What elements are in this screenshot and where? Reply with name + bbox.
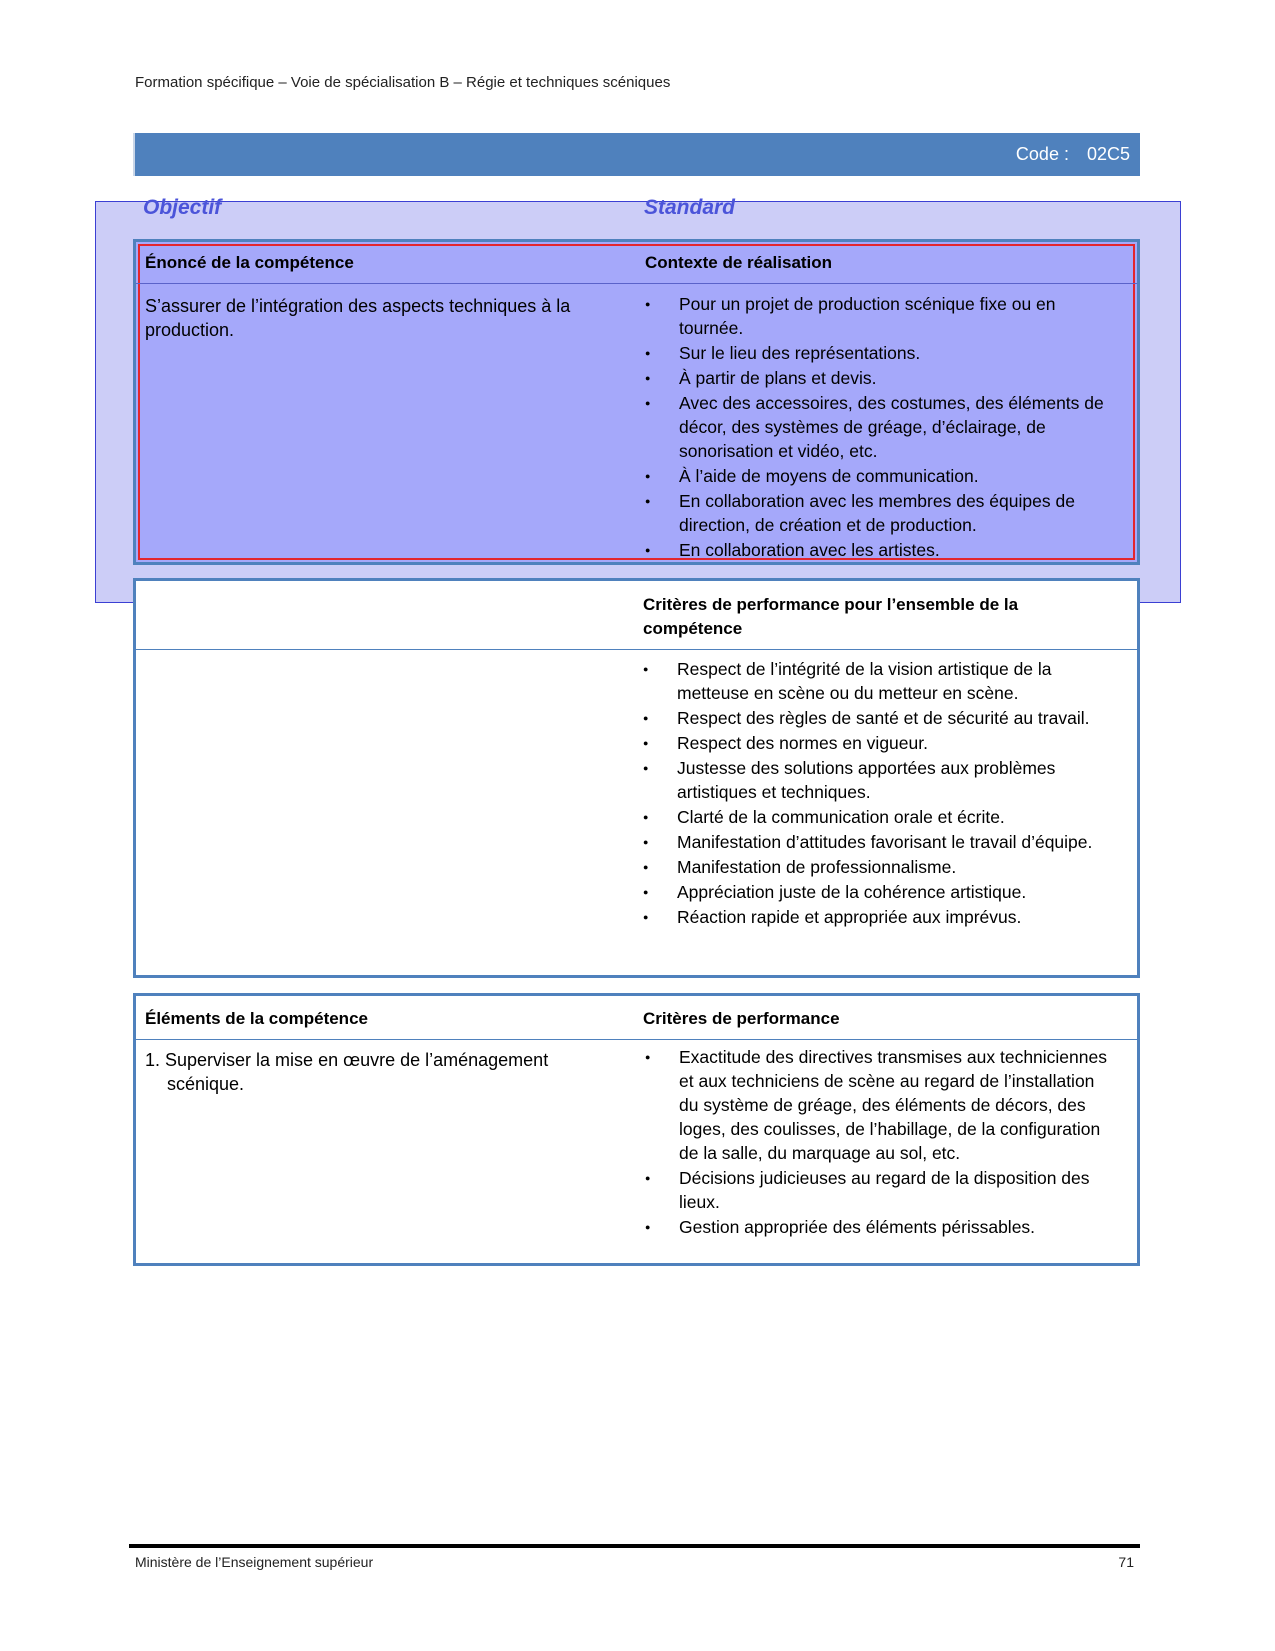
table-body-row <box>136 284 1137 563</box>
code-value: 02C5 <box>1086 144 1130 164</box>
table-header-row <box>136 242 1137 284</box>
page-number: 71 <box>1118 1554 1134 1570</box>
competence-table <box>133 239 1140 565</box>
list-item: ● Manifestation d’attitudes favorisant le travail d’équipe. <box>641 830 1121 854</box>
code-bar <box>133 133 1140 176</box>
list-item: ● Gestion appropriée des éléments périssables. <box>643 1215 1113 1239</box>
list-item: ● En collaboration avec les artistes. <box>643 538 1118 562</box>
list-item: ● À partir de plans et devis. <box>643 366 1118 390</box>
list-item: ● En collaboration avec les membres des équipes de direction, de création et de production. <box>643 489 1118 537</box>
table-body-row <box>136 1040 1137 1264</box>
criteres-heading: Critères de performance <box>643 1009 840 1028</box>
standard-heading: Standard <box>644 196 736 219</box>
list-item: ● Exactitude des directives transmises aux techniciennes et aux techniciens de scène au regard de l’installation du système de gréage, des éléments de décors, des loges, des coulisses, de l’habillage, de la configuration de la salle, du marquage au sol, etc. <box>643 1045 1113 1165</box>
list-item: ● Justesse des solutions apportées aux problèmes artistiques et techniques. <box>641 756 1121 804</box>
table-header-row <box>136 996 1137 1040</box>
contexte-list <box>643 292 1118 563</box>
elements-heading: Éléments de la compétence <box>145 1009 368 1028</box>
list-item: ● Décisions judicieuses au regard de la disposition des lieux. <box>643 1166 1113 1214</box>
list-item: ● Clarté de la communication orale et écrite. <box>641 805 1121 829</box>
list-item: ● Respect des règles de santé et de sécurité au travail. <box>641 706 1121 730</box>
list-item: ● Appréciation juste de la cohérence artistique. <box>641 880 1121 904</box>
list-item: ● Manifestation de professionnalisme. <box>641 855 1121 879</box>
list-item: ● Pour un projet de production scénique fixe ou en tournée. <box>643 292 1118 340</box>
list-item: ● À l’aide de moyens de communication. <box>643 464 1118 488</box>
list-item: ● Sur le lieu des représentations. <box>643 341 1118 365</box>
table-body-row <box>136 650 1137 976</box>
list-item: ● Respect des normes en vigueur. <box>641 731 1121 755</box>
code-label: Code : <box>1015 144 1069 164</box>
table-header-row <box>136 581 1137 650</box>
contexte-heading: Contexte de réalisation <box>645 253 833 272</box>
objectif-heading: Objectif <box>143 196 222 219</box>
footer-ministry: Ministère de l’Enseignement supérieur <box>135 1554 374 1570</box>
global-criteria-heading: Critères de performance pour l’ensemble de la compétence <box>643 595 1019 638</box>
list-item: ● Respect de l’intégrité de la vision artistique de la metteuse en scène ou du metteur en scène. <box>641 657 1121 705</box>
enonce-text: S’assurer de l’intégration des aspects techniques à la production. <box>145 296 571 340</box>
criteres-list <box>643 1045 1113 1240</box>
global-criteria-list <box>641 657 1121 930</box>
running-header: Formation spécifique – Voie de spécialisation B – Régie et techniques scéniques <box>135 74 671 91</box>
element-1: 1. Superviser la mise en œuvre de l’aménagement scénique. <box>145 1050 549 1094</box>
list-item: ● Réaction rapide et appropriée aux imprévus. <box>641 905 1121 929</box>
global-criteria-table <box>133 578 1140 978</box>
list-item: ● Avec des accessoires, des costumes, des éléments de décor, des systèmes de gréage, d’éclairage, de sonorisation et vidéo, etc. <box>643 391 1118 463</box>
elements-table <box>133 993 1140 1266</box>
enonce-heading: Énoncé de la compétence <box>145 253 354 272</box>
footer-rule <box>129 1544 1140 1548</box>
competency-code <box>1016 144 1130 165</box>
